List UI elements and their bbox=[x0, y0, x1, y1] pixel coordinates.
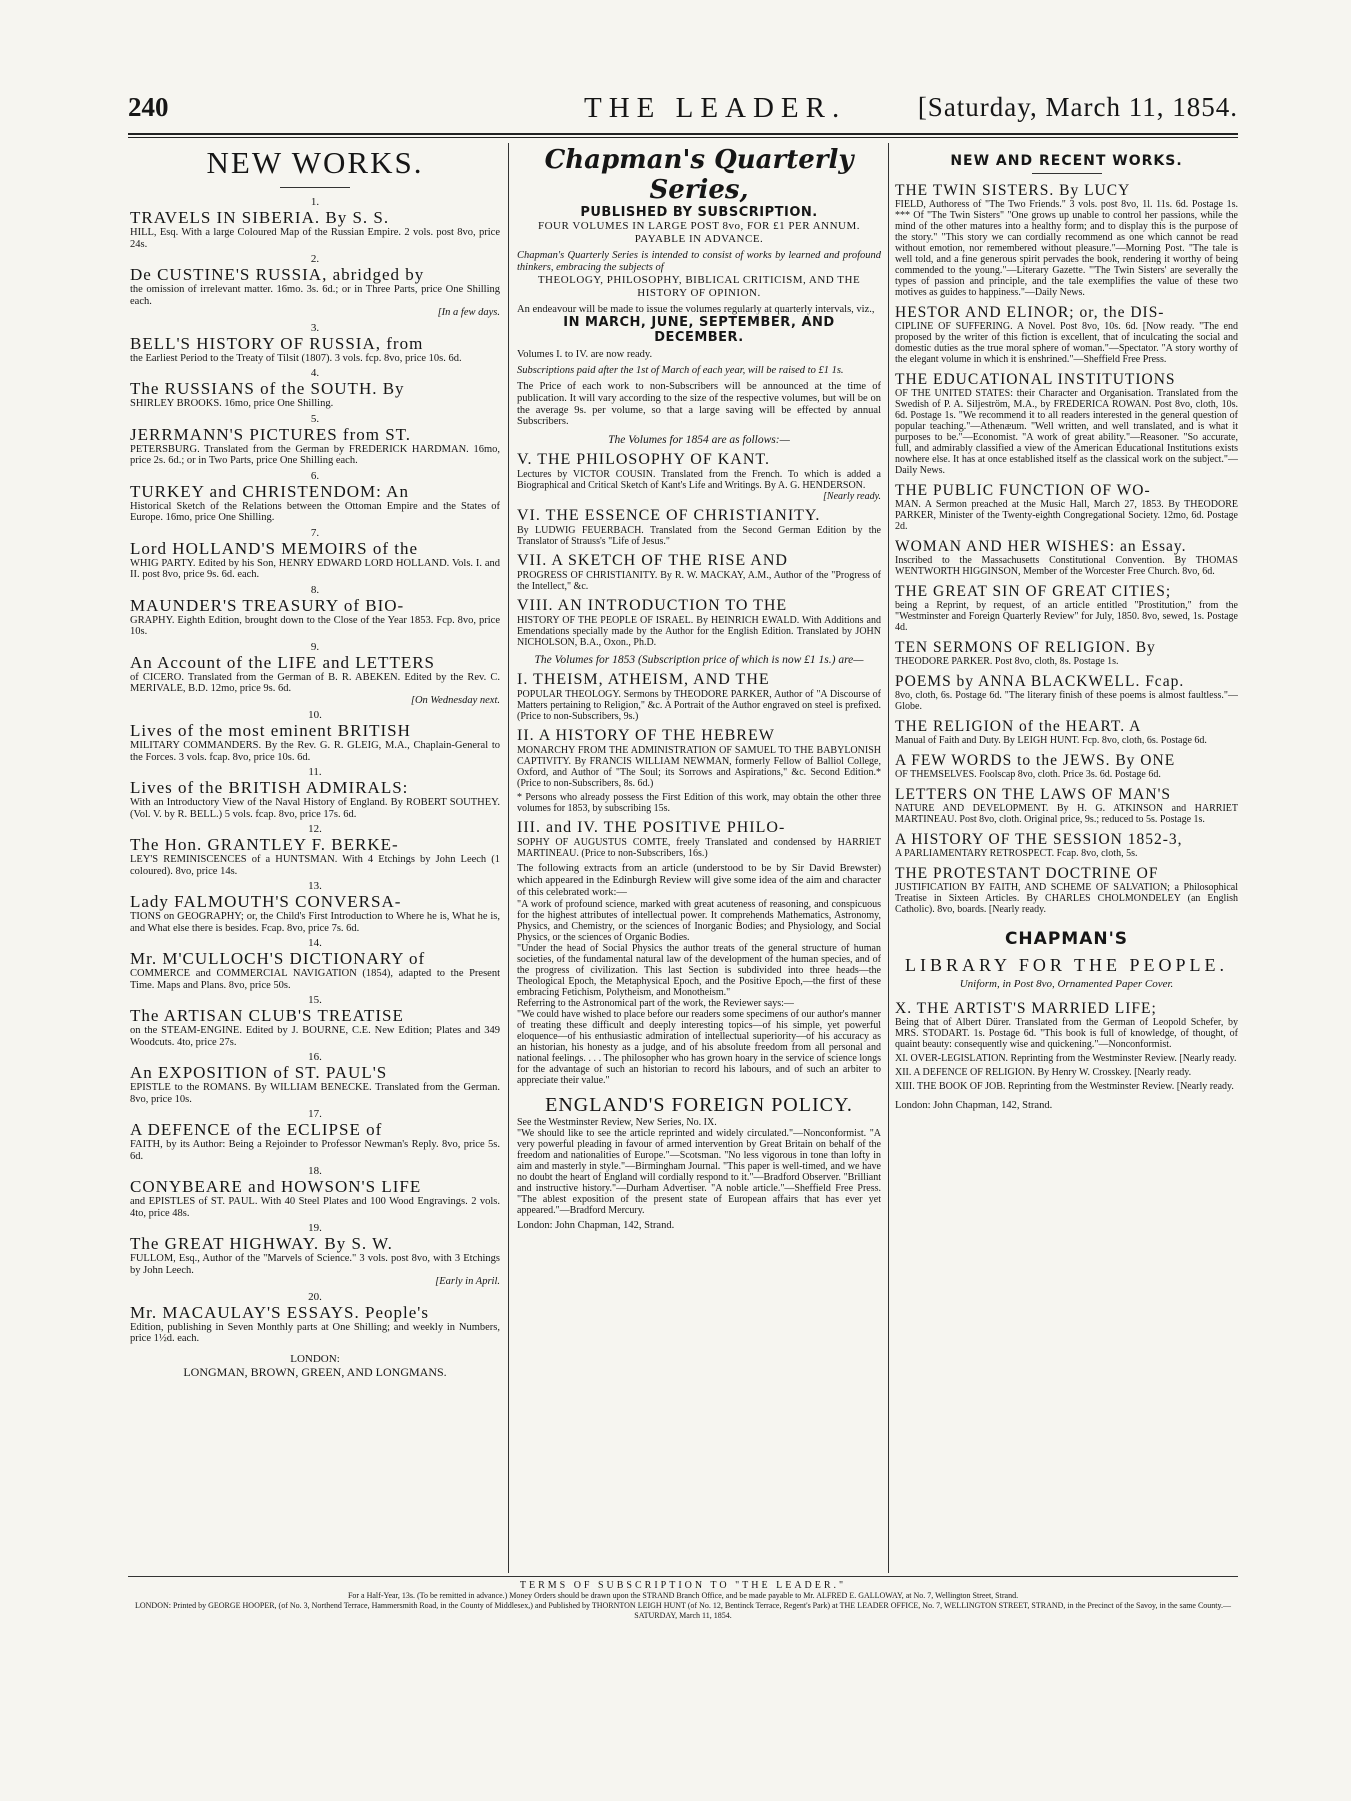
work-body: OF THE UNITED STATES: their Character and Organisation. Translated from the Swedish of P. A. Siljeström, M.A., by FREDERICA ROWAN. Post 8vo, cloth, 10s. 6d. Postage 1s. "We recommend it to all readers interested in the general question of popular teaching."—Athenæum. "Well written, and well translated, and is what it purposes to be."—Economist. "A work of great ability."—Reasoner. "So accurate, full, and admirably classified a view of the American Educational Institutions exists nowhere else. It has at once established itself as the classical work on the subject."—Daily News. bbox=[895, 388, 1238, 476]
volume-body: PROGRESS OF CHRISTIANITY. By R. W. MACKAY, A.M., Author of the "Progress of the Intellect," &c. bbox=[517, 570, 881, 593]
book-entry bbox=[130, 709, 500, 763]
work-title: TEN SERMONS OF RELIGION. By bbox=[895, 639, 1156, 656]
book-entry bbox=[130, 994, 500, 1048]
footer-rule bbox=[128, 1576, 1238, 1577]
comte-quote: "We could have wished to place before our readers some specimens of our author's manner of treating these difficult and deeply interesting topics—of his simple, yet powerful eloquence—of his enthusiastic admiration of intellectual superiority—of his accuracy as an historian, his honesty as a judge, and of his absolute freedom from all personal and national feelings. . . . The philosopher who has grown hoary in the service of science longs for the advantage of such an historian to record his labours, and of such an arbiter to appreciate their value." bbox=[517, 1008, 881, 1086]
entry-number: 20. bbox=[308, 1290, 322, 1303]
efp-quotes: "We should like to see the article reprinted and widely circulated."—Nonconformist. "A very powerful pleading in favour of armed intervention by Great Britain on behalf of the freedom and nationalities of Europe."—Scotsman. "No less vigorous in tone than lofty in aim and masterly in style."—Birmingham Journal. "This paper is well-timed, and we have no doubt the heart of England will cordially respond to it."—Bradford Observer. "Brilliant and instructive history."—Durham Advertiser. "A noble article."—Sheffield Free Press. "The ablest exposition of the present state of European affairs that has ever yet appeared."—Bradford Mercury. bbox=[517, 1127, 881, 1216]
entry-number: 13. bbox=[308, 880, 322, 892]
persons-note: * Persons who already possess the First Edition of this work, may obtain the other three volumes for 1853, by subscribing 15s. bbox=[517, 792, 881, 815]
work-title: THE GREAT SIN OF GREAT CITIES; bbox=[895, 583, 1172, 600]
library-item: XIII. THE BOOK OF JOB. Reprinting from the Westminster Review. [Nearly ready. bbox=[895, 1081, 1234, 1092]
entry-number: 17. bbox=[308, 1108, 322, 1120]
entry-body: and EPISTLES of ST. PAUL. With 40 Steel Plates and 100 Wood Engravings. 2 vols. 4to, price 48s. bbox=[130, 1196, 500, 1219]
entry-body: EPISTLE to the ROMANS. By WILLIAM BENECKE. Translated from the German. 8vo, price 10s. bbox=[130, 1082, 500, 1105]
library-subtitle: Uniform, in Post 8vo, Ornamented Paper Cover. bbox=[959, 978, 1174, 990]
entry-body: on the STEAM-ENGINE. Edited by J. BOURNE, C.E. New Edition; Plates and 349 Woodcuts. 4to, price 27s. bbox=[130, 1025, 500, 1048]
footer-line: For a Half-Year, 13s. (To be remitted in advance.) Money Orders should be drawn upon the STRAND Branch Office, and be made payable to Mr. ALFRED E. GALLOWAY, at No. 7, Wellington Street, Strand. bbox=[347, 1591, 1019, 1600]
heading-rule bbox=[1032, 173, 1102, 174]
column-heading: NEW WORKS. bbox=[206, 145, 424, 180]
entry-number: 14. bbox=[308, 937, 322, 949]
entry-number: 5. bbox=[310, 412, 320, 425]
volumes-1854-list bbox=[517, 451, 881, 648]
work-body: Manual of Faith and Duty. By LEIGH HUNT. Fcp. 8vo, cloth, 6s. Postage 6d. bbox=[895, 735, 1207, 746]
entry-title: Lady FALMOUTH'S CONVERSA- bbox=[130, 892, 402, 911]
work-body: Inscribed to the Massachusetts Constitutional Convention. By THOMAS WENTWORTH HIGGINSON, Member of the Worcester Free Church. 8vo, 6d. bbox=[895, 555, 1238, 577]
entry-body: of CICERO. Translated from the German of B. R. ABEKEN. Edited by the Rev. C. MERIVALE, B.D. 12mo, price 9s. 6d. bbox=[130, 671, 500, 694]
volume-body: HISTORY OF THE PEOPLE OF ISRAEL. By HEINRICH EWALD. With Additions and Emendations specially made by the Author for the English Edition. Translated by JOHN NICHOLSON, B.A., Oxon., Ph.D. bbox=[517, 615, 881, 649]
col2-imprint: London: John Chapman, 142, Strand. bbox=[517, 1219, 675, 1231]
book-entry bbox=[130, 527, 500, 581]
work-title: THE PROTESTANT DOCTRINE OF bbox=[895, 865, 1159, 882]
entry-number: 3. bbox=[310, 321, 320, 334]
volume-note: [Nearly ready. bbox=[823, 491, 881, 503]
work-title: POEMS by ANNA BLACKWELL. Fcap. bbox=[895, 673, 1185, 690]
entry-title: The ARTISAN CLUB'S TREATISE bbox=[130, 1006, 404, 1025]
work-title: THE PUBLIC FUNCTION OF WO- bbox=[895, 482, 1151, 499]
entry-title: A DEFENCE of the ECLIPSE of bbox=[130, 1120, 383, 1139]
work-body: JUSTIFICATION BY FAITH, AND SCHEME OF SALVATION; a Philosophical Treatise in Sixteen Articles. By CHARLES CHOLMONDELEY (an English Catholic). 8vo, boards. [Nearly ready. bbox=[895, 882, 1238, 915]
column-heading: NEW AND RECENT WORKS. bbox=[950, 153, 1183, 169]
book-entry bbox=[130, 1165, 500, 1219]
entry-title: An EXPOSITION of ST. PAUL'S bbox=[130, 1063, 388, 1082]
volume-title: II. A HISTORY OF THE HEBREW bbox=[517, 727, 775, 745]
page-header bbox=[128, 92, 1238, 128]
heading-rule bbox=[280, 187, 350, 188]
work-body: MAN. A Sermon preached at the Music Hall, March 27, 1853. By THEODORE PARKER, Minister of the Twenty-eighth Congregational Society. 12mo, 6d. Postage 2d. bbox=[895, 499, 1238, 532]
entry-note: [Early in April. bbox=[435, 1276, 500, 1287]
comte-quote: Referring to the Astronomical part of the work, the Reviewer says:— bbox=[517, 997, 794, 1009]
work-title: HESTOR AND ELINOR; or, the DIS- bbox=[895, 304, 1165, 321]
work-title: A HISTORY OF THE SESSION 1852-3, bbox=[895, 831, 1183, 848]
book-entry bbox=[130, 1051, 500, 1105]
entry-title: BELL'S HISTORY OF RUSSIA, from bbox=[130, 333, 424, 353]
entry-number: 18. bbox=[308, 1165, 322, 1177]
entry-title: TURKEY and CHRISTENDOM: An bbox=[130, 481, 409, 501]
entry-number: 11. bbox=[308, 766, 322, 778]
entry-body: Historical Sketch of the Relations between the Ottoman Empire and the States of Europe. 16mo, price One Shilling. bbox=[130, 500, 500, 523]
library-heading: LIBRARY FOR THE PEOPLE. bbox=[904, 955, 1229, 975]
entry-body: FAITH, by its Author: Being a Rejoinder to Professor Newman's Reply. 8vo, price 5s. 6d. bbox=[130, 1139, 500, 1162]
entry-title: The GREAT HIGHWAY. By S. W. bbox=[130, 1234, 393, 1253]
entry-number: 15. bbox=[308, 994, 322, 1006]
entry-note: [On Wednesday next. bbox=[410, 694, 500, 706]
book-entry bbox=[130, 766, 500, 820]
volumes-1853-list bbox=[517, 671, 881, 789]
volume-title: V. THE PHILOSOPHY OF KANT. bbox=[517, 451, 770, 469]
entry-title: The RUSSIANS of the SOUTH. By bbox=[130, 379, 405, 398]
work-title: WOMAN AND HER WISHES: an Essay. bbox=[895, 538, 1187, 555]
library-item: XI. OVER-LEGISLATION. Reprinting from the Westminster Review. [Nearly ready. bbox=[895, 1053, 1237, 1064]
book-entry bbox=[130, 322, 500, 365]
volume-body: MONARCHY FROM THE ADMINISTRATION OF SAMUEL TO THE BABYLONISH CAPTIVITY. By FRANCIS WILLIAM NEWMAN, formerly Fellow of Balliol College, Oxford, and Author of "The Soul; its Sorrows and Aspirations," &c. Second Edition.* (Price to non-Subscribers, 8s. 6d.) bbox=[517, 745, 881, 790]
page-number: 240 bbox=[128, 92, 169, 122]
efp-see: See the Westminster Review, New Series, No. IX. bbox=[517, 1116, 717, 1128]
entry-title: JERRMANN'S PICTURES from ST. bbox=[130, 424, 412, 444]
volumes-1854-heading: The Volumes for 1854 are as follows:— bbox=[608, 434, 790, 447]
work-body: 8vo, cloth, 6s. Postage 6d. "The literary finish of these poems is almost faultless."—Globe. bbox=[895, 690, 1238, 712]
comte-quote: "Under the head of Social Physics the author treats of the general structure of human societies, of the fundamental natural law of the development of the human species, and of the progress of civilization. This last Section is subdivided into three heads—the Theological Epoch, the Metaphysical Epoch, and the Positive Epoch,—the first of these embracing Fetichism, Polytheism, and Monotheism." bbox=[517, 942, 881, 998]
entry-number: 19. bbox=[308, 1222, 322, 1234]
comte-extracts: The following extracts from an article (understood to be by Sir David Brewster) which appeared in the Edinburgh Review will give some idea of the aim and character of this celebrated work:— bbox=[517, 863, 881, 898]
book-entry bbox=[130, 937, 500, 991]
volumes-1853-heading: The Volumes for 1853 (Subscription price of which is now £1 1s.) are— bbox=[534, 654, 864, 667]
masthead-title: THE LEADER. bbox=[584, 92, 847, 124]
entry-title: Mr. MACAULAY'S ESSAYS. People's bbox=[130, 1302, 429, 1322]
book-entry bbox=[130, 641, 500, 707]
volume-body: POPULAR THEOLOGY. Sermons by THEODORE PARKER, Author of "A Discourse of Matters pertaining to Religion," &c. A Portrait of the Author engraved on steel is prefixed. (Price to non-Subscribers, 9s.) bbox=[517, 689, 881, 723]
recent-works-list bbox=[895, 182, 1238, 915]
entry-number: 8. bbox=[310, 583, 320, 596]
book-entry bbox=[130, 1291, 500, 1345]
header-rule bbox=[128, 133, 1238, 135]
page-footer bbox=[128, 1576, 1238, 1621]
book-entry bbox=[130, 253, 500, 319]
volume-title: VI. THE ESSENCE OF CHRISTIANITY. bbox=[517, 507, 821, 525]
series-subjects: THEOLOGY, PHILOSOPHY, BIBLICAL CRITICISM, AND THE HISTORY OF OPINION. bbox=[537, 273, 861, 299]
volume-body: Lectures by VICTOR COUSIN. Translated from the French. To which is added a Biographical and Critical Sketch of Kant's Life and Writings. By A. G. HENDERSON. bbox=[517, 469, 881, 492]
book-entry bbox=[130, 584, 500, 638]
volume-body: By LUDWIG FEUERBACH. Translated from the Second German Edition by the Translator of Strauss's "Life of Jesus." bbox=[517, 525, 881, 548]
entry-body: WHIG PARTY. Edited by his Son, HENRY EDWARD LORD HOLLAND. Vols. I. and II. post 8vo, price 9s. 6d. each. bbox=[130, 557, 500, 580]
entry-title: The Hon. GRANTLEY F. BERKE- bbox=[130, 835, 399, 854]
entry-body: MILITARY COMMANDERS. By the Rev. G. R. GLEIG, M.A., Chaplain-General to the Forces. 3 vols. fcap. 8vo, price 10s. 6d. bbox=[130, 740, 500, 763]
work-title: A FEW WORDS to the JEWS. By ONE bbox=[895, 752, 1176, 769]
work-title: THE RELIGION of the HEART. A bbox=[895, 718, 1142, 735]
entry-body: SHIRLEY BROOKS. 16mo, price One Shilling. bbox=[130, 398, 334, 409]
quarterly-series-column bbox=[517, 143, 881, 1573]
series-subtitle: PUBLISHED BY SUBSCRIPTION. bbox=[580, 205, 818, 220]
series-title: Chapman's Quarterly Series, bbox=[544, 145, 854, 205]
entry-body: Edition, publishing in Seven Monthly parts at One Shilling; and weekly in Numbers, price 1½d. each. bbox=[130, 1321, 500, 1344]
entry-title: Lives of the BRITISH ADMIRALS: bbox=[130, 778, 409, 797]
entry-number: 9. bbox=[310, 640, 320, 653]
book-entry bbox=[130, 1222, 500, 1288]
col3-imprint: London: John Chapman, 142, Strand. bbox=[895, 1100, 1053, 1111]
issue-date: [Saturday, March 11, 1854. bbox=[917, 92, 1238, 122]
series-intro: Chapman's Quarterly Series is intended to consist of works by learned and profound thinkers, embracing the subjects of bbox=[517, 250, 881, 273]
work-body: FIELD, Authoress of "The Two Friends." 3 vols. post 8vo, 1l. 11s. 6d. Postage 1s. *** Of "The Twin Sisters" "One grows up unable to control her passions, while the mind of the other matures into a healthy form; and to display this is the purpose of the story." "This story we can cordially recommend as one which cannot be read without emotion, nor remembered without pleasure."—Morning Post. "The tale is well told, and a fine generous spirit pervades the book, rendering it worthy of being commended to the young."—Literary Gazette. "'The Twin Sisters' are severally the types of passion and principle, and the tale exemplifies the value of these two motives as guides to happiness."—Daily News. bbox=[895, 199, 1238, 298]
volume-title: VIII. AN INTRODUCTION TO THE bbox=[517, 597, 788, 615]
entry-number: 2. bbox=[310, 253, 320, 265]
series-ready: Volumes I. to IV. are now ready. bbox=[517, 349, 653, 361]
entry-number: 12. bbox=[308, 823, 322, 835]
subscription-terms: TERMS OF SUBSCRIPTION TO "THE LEADER." bbox=[519, 1580, 847, 1591]
comte-quote: "A work of profound science, marked with great acuteness of reasoning, and conspicuous for the highest attributes of intellectual power. It comprehends Mathematics, Astronomy, Physics, and Chemistry, or the sciences of Inorganic Bodies; and Physiology, and Social Physics, or the sciences of Organic Bodies. bbox=[517, 898, 881, 943]
entry-title: Lives of the most eminent BRITISH bbox=[130, 721, 411, 740]
entry-body: the omission of irrelevant matter. 16mo. 3s. 6d.; or in Three Parts, price One Shilling each. bbox=[130, 284, 500, 307]
volume-title: VII. A SKETCH OF THE RISE AND bbox=[517, 552, 788, 570]
entry-number: 7. bbox=[310, 526, 320, 539]
series-terms: FOUR VOLUMES IN LARGE POST 8vo, FOR £1 PER ANNUM. PAYABLE IN ADVANCE. bbox=[537, 220, 861, 245]
book-entry bbox=[130, 470, 500, 524]
work-body: OF THEMSELVES. Foolscap 8vo, cloth. Price 3s. 6d. Postage 6d. bbox=[895, 769, 1161, 780]
book-entry bbox=[130, 823, 500, 877]
recent-works-column bbox=[895, 143, 1238, 1573]
book-entry bbox=[130, 367, 500, 410]
entry-number: 16. bbox=[308, 1051, 322, 1063]
series-price-note: The Price of each work to non-Subscribers will be announced at the time of publication. It will vary according to the size of the respective volumes, but will be on the average 9s. per volume, so that a large saving will be effected by annual Subscribers. bbox=[517, 380, 881, 428]
entry-number: 10. bbox=[308, 709, 322, 721]
library-list bbox=[895, 1053, 1238, 1092]
work-body: being a Reprint, by request, of an article entitled "Prostitution," from the "Westminster and Foreign Quarterly Review" for July, 1850. 8vo, sewed, 1s. Postage 4d. bbox=[895, 600, 1238, 633]
library-item-title: X. THE ARTIST'S MARRIED LIFE; bbox=[895, 1000, 1157, 1017]
entry-number: 4. bbox=[310, 367, 320, 379]
series-months: IN MARCH, JUNE, SEPTEMBER, AND DECEMBER. bbox=[563, 315, 835, 346]
entry-body: With an Introductory View of the Naval History of England. By ROBERT SOUTHEY. (Vol. V. by R. BELL.) 5 vols. fcap. 8vo, price 17s. 6d. bbox=[130, 797, 500, 820]
entry-title: MAUNDER'S TREASURY of BIO- bbox=[130, 595, 405, 615]
work-body: A PARLIAMENTARY RETROSPECT. Fcap. 8vo, cloth, 5s. bbox=[895, 848, 1138, 859]
book-entry bbox=[130, 413, 500, 467]
entry-title: Lord HOLLAND'S MEMOIRS of the bbox=[130, 538, 418, 558]
entry-body: HILL, Esq. With a large Coloured Map of the Russian Empire. 2 vols. post 8vo, price 24s. bbox=[130, 227, 500, 250]
publisher-imprint bbox=[130, 1353, 500, 1379]
imprint-city: LONDON: bbox=[290, 1352, 340, 1365]
work-body: NATURE AND DEVELOPMENT. By H. G. ATKINSON and HARRIET MARTINEAU. Post 8vo, cloth. Original price, 9s.; reduced to 5s. Postage 1s. bbox=[895, 803, 1238, 825]
comte-title: III. and IV. THE POSITIVE PHILO- bbox=[517, 819, 786, 837]
entry-number: 6. bbox=[310, 469, 320, 482]
entry-note: [In a few days. bbox=[437, 307, 500, 318]
entry-title: Mr. M'CULLOCH'S DICTIONARY of bbox=[130, 949, 426, 968]
entry-body: the Earliest Period to the Treaty of Tilsit (1807). 3 vols. fcp. 8vo, price 10s. 6d. bbox=[130, 352, 462, 364]
book-entry bbox=[130, 196, 500, 250]
work-title: THE TWIN SISTERS. By LUCY bbox=[895, 182, 1131, 199]
header-rule-thin bbox=[128, 137, 1238, 138]
entry-body: GRAPHY. Eighth Edition, brought down to the Close of the Year 1853. Fcp. 8vo, price 10s. bbox=[130, 614, 500, 637]
book-entry bbox=[130, 1108, 500, 1162]
new-works-column bbox=[130, 143, 500, 1573]
series-raise: Subscriptions paid after the 1st of March of each year, will be raised to £1 1s. bbox=[517, 365, 844, 377]
comte-body: SOPHY OF AUGUSTUS COMTE, freely Translated and condensed by HARRIET MARTINEAU. (Price to non-Subscribers, 16s.) bbox=[517, 837, 881, 860]
entry-body: FULLOM, Esq., Author of the "Marvels of Science." 3 vols. post 8vo, with 3 Etchings by John Leech. bbox=[130, 1253, 500, 1276]
book-entry bbox=[130, 880, 500, 934]
work-body: THEODORE PARKER. Post 8vo, cloth, 8s. Postage 1s. bbox=[895, 656, 1119, 667]
series-interval: An endeavour will be made to issue the volumes regularly at quarterly intervals, viz., bbox=[517, 303, 875, 315]
footer-line: LONDON: Printed by GEORGE HOOPER, (of No. 3, Northend Terrace, Hammersmith Road, in the County of Middlesex,) and Published by THORNTON LEIGH HUNT (of No. 12, Bentinck Terrace, Regent's Park) at THE LEADER OFFICE, No. 7, WELLINGTON STREET, STRAND, in the Precinct of the Savoy, in the same County.—SATURDAY, March 11, 1854. bbox=[134, 1601, 1232, 1620]
library-item: XII. A DEFENCE OF RELIGION. By Henry W. Crosskey. [Nearly ready. bbox=[895, 1067, 1192, 1078]
efp-title: ENGLAND'S FOREIGN POLICY. bbox=[545, 1093, 853, 1116]
work-body: CIPLINE OF SUFFERING. A Novel. Post 8vo, 10s. 6d. [Now ready. "The end proposed by the writer of this fiction is excellent, that of inculcating the social and domestic duties as the true moral sphere of woman."—Spectator. "A story worthy of the elegant volume in which it is enshrined."—Sheffield Free Press. bbox=[895, 321, 1238, 365]
entry-body: PETERSBURG. Translated from the German by FREDERICK HARDMAN. 16mo, price 2s. 6d.; or in Two Parts, price One Shilling each. bbox=[130, 443, 500, 466]
entry-number: 1. bbox=[310, 196, 320, 208]
entry-body: LEY'S REMINISCENCES of a HUNTSMAN. With 4 Etchings by John Leech (1 coloured). 8vo, price 14s. bbox=[130, 854, 500, 877]
entry-body: COMMERCE and COMMERCIAL NAVIGATION (1854), adapted to the Present Time. Maps and Plans. 8vo, price 50s. bbox=[130, 968, 500, 991]
chapman-heading: CHAPMAN'S bbox=[1004, 929, 1129, 949]
volume-title: I. THEISM, ATHEISM, AND THE bbox=[517, 671, 770, 689]
work-title: LETTERS ON THE LAWS OF MAN'S bbox=[895, 786, 1171, 803]
column-divider bbox=[888, 143, 889, 1573]
entry-title: CONYBEARE and HOWSON'S LIFE bbox=[130, 1177, 422, 1196]
entry-title: TRAVELS IN SIBERIA. By S. S. bbox=[130, 208, 390, 227]
entry-title: An Account of the LIFE and LETTERS bbox=[130, 652, 436, 672]
entry-title: De CUSTINE'S RUSSIA, abridged by bbox=[130, 265, 425, 284]
imprint-publisher: LONGMAN, BROWN, GREEN, AND LONGMANS. bbox=[183, 1364, 447, 1379]
library-item-body: Being that of Albert Dürer. Translated from the German of Leopold Schefer, by MRS. STODART. 1s. Postage 6d. "This book is full of knowledge, of thought, of quaint beauty: consequently wise and quickening."—Nonconformist. bbox=[895, 1017, 1238, 1050]
entry-body: TIONS on GEOGRAPHY; or, the Child's First Introduction to Where he is, What he is, and What else there is besides. Fcap. 8vo, price 7s. 6d. bbox=[130, 911, 500, 934]
book-list bbox=[130, 196, 500, 1345]
column-divider bbox=[508, 143, 509, 1573]
work-title: THE EDUCATIONAL INSTITUTIONS bbox=[895, 371, 1176, 388]
